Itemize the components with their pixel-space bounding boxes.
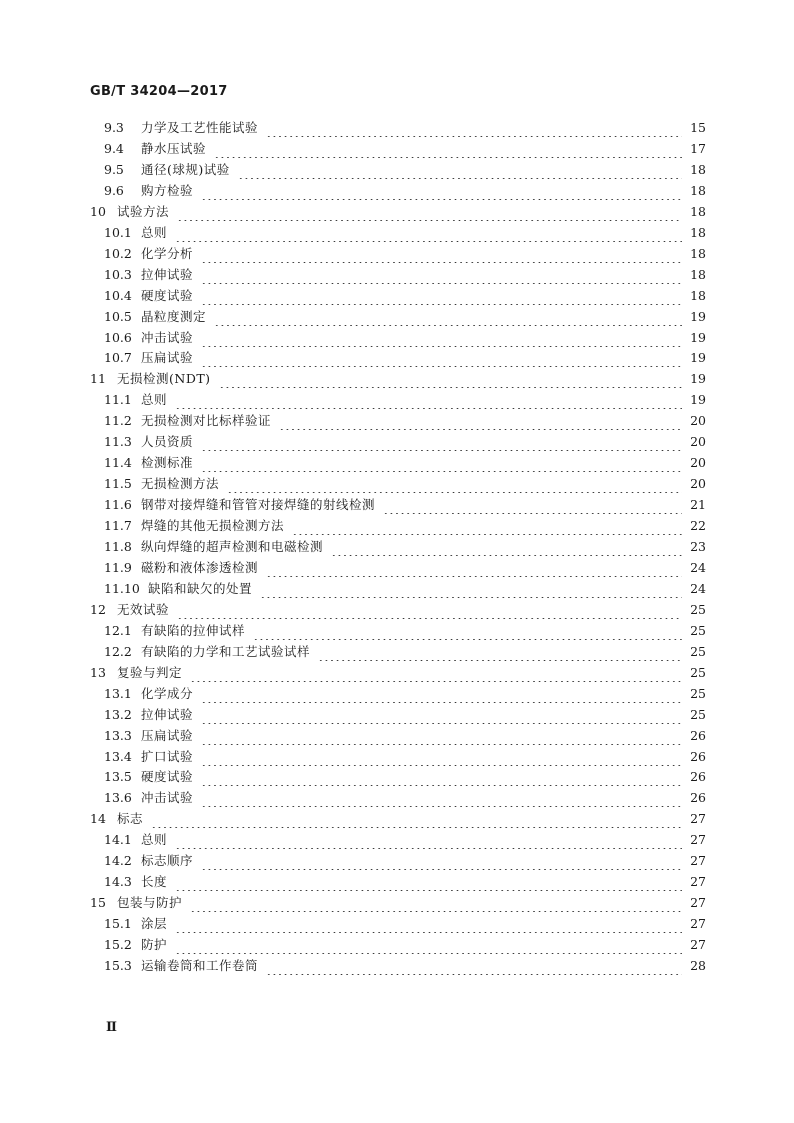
toc-entry-number: 13.6 (104, 790, 132, 806)
toc-entry-number: 12.2 (104, 643, 132, 659)
toc-entry-page: 25 (690, 706, 706, 722)
toc-entry-title: 有缺陷的拉伸试样 (141, 622, 246, 638)
toc-entry-title: 人员资质 (141, 434, 194, 450)
toc-entry-page: 26 (690, 727, 706, 743)
toc-entry-page: 23 (690, 539, 706, 554)
toc-entry-number: 11.3 (104, 434, 132, 450)
toc-entry-title: 拉伸试验 (141, 266, 194, 282)
toc-entry-line (141, 538, 706, 556)
toc-entry-title: 试验方法 (117, 203, 170, 219)
toc-section-entry[interactable] (0, 706, 794, 724)
toc-entry-page: 19 (690, 371, 706, 387)
toc-entry-title: 力学及工艺性能试验 (141, 120, 259, 135)
toc-entry-line (117, 894, 706, 912)
toc-entry-line (141, 643, 706, 661)
toc-section-entry[interactable] (0, 266, 794, 284)
toc-entry-number: 10.6 (104, 329, 132, 345)
toc-chapter-entry[interactable] (0, 601, 794, 619)
toc-entry-number: 9.4 (104, 140, 124, 156)
toc-chapter-entry[interactable] (0, 810, 794, 828)
document-code: GB/T 34204—2017 (90, 84, 228, 99)
toc-entry-title: 冲击试验 (141, 329, 194, 345)
toc-entry-page: 20 (690, 455, 706, 471)
toc-entry-page: 18 (690, 287, 706, 303)
toc-section-entry[interactable] (0, 915, 794, 933)
toc-entry-line (141, 496, 706, 514)
toc-entry-line (141, 266, 706, 284)
toc-entry-page: 24 (690, 580, 706, 596)
toc-dot-leader (383, 496, 682, 514)
toc-dot-leader (151, 810, 682, 828)
toc-entry-number: 13 (90, 664, 106, 680)
toc-entry-page: 27 (690, 811, 706, 827)
toc-entry-number: 11.10 (104, 580, 140, 596)
toc-entry-number: 9.5 (104, 161, 124, 177)
toc-entry-page: 21 (690, 497, 706, 513)
toc-section-entry[interactable] (0, 538, 794, 556)
toc-section-entry[interactable] (0, 161, 794, 179)
toc-entry-line (141, 748, 706, 766)
toc-entry-line (141, 308, 706, 326)
toc-entry-number: 11.1 (104, 392, 132, 408)
toc-entry-page: 18 (690, 266, 706, 282)
toc-dot-leader (201, 349, 682, 367)
toc-entry-number: 14 (90, 811, 106, 827)
toc-entry-number: 13.4 (104, 748, 132, 764)
toc-entry-number: 11.5 (104, 476, 132, 492)
toc-entry-page: 28 (690, 958, 706, 973)
toc-entry-page: 24 (690, 560, 706, 575)
toc-entry-page: 19 (690, 350, 706, 366)
toc-dot-leader (201, 706, 682, 724)
toc-section-entry[interactable] (0, 727, 794, 745)
toc-entry-title: 复验与判定 (117, 664, 183, 680)
toc-section-entry[interactable] (0, 873, 794, 891)
toc-entry-number: 10.4 (104, 287, 132, 303)
toc-dot-leader (214, 140, 682, 158)
toc-entry-line (141, 685, 706, 703)
toc-dot-leader (201, 266, 682, 284)
toc-entry-title: 纵向焊缝的超声检测和电磁检测 (141, 539, 324, 554)
toc-entry-line (141, 936, 706, 954)
toc-entry-number: 14.3 (104, 874, 132, 890)
toc-entry-title: 无效试验 (117, 601, 170, 617)
toc-entry-title: 通径(球规)试验 (141, 161, 230, 177)
toc-dot-leader (201, 245, 682, 263)
toc-section-entry[interactable] (0, 140, 794, 158)
toc-dot-leader (292, 517, 682, 535)
toc-entry-line (141, 873, 706, 891)
toc-entry-number: 11 (90, 371, 106, 387)
toc-entry-page: 20 (690, 413, 706, 429)
toc-entry-page: 18 (690, 224, 706, 240)
toc-dot-leader (253, 622, 682, 640)
toc-entry-title: 无损检测对比标样验证 (141, 413, 272, 429)
toc-entry-line (141, 768, 706, 786)
toc-entry-number: 10.1 (104, 224, 132, 240)
toc-dot-leader (201, 182, 682, 200)
toc-entry-page: 19 (690, 308, 706, 324)
toc-chapter-entry[interactable] (0, 370, 794, 388)
toc-section-entry[interactable] (0, 224, 794, 242)
toc-entry-line (148, 580, 706, 598)
toc-section-entry[interactable] (0, 412, 794, 430)
toc-entry-title: 有缺陷的力学和工艺试验试样 (141, 643, 311, 659)
toc-dot-leader (175, 915, 682, 933)
toc-entry-title: 焊缝的其他无损检测方法 (141, 518, 285, 533)
toc-entry-number: 9.3 (104, 120, 124, 135)
toc-entry-number: 14.1 (104, 832, 132, 848)
toc-entry-line (141, 789, 706, 807)
toc-entry-line (141, 727, 706, 745)
toc-dot-leader (175, 831, 682, 849)
toc-entry-page: 15 (690, 120, 706, 135)
toc-entry-line (117, 203, 706, 221)
toc-section-entry[interactable] (0, 852, 794, 870)
toc-entry-number: 10.2 (104, 245, 132, 261)
toc-entry-page: 27 (690, 937, 706, 952)
toc-entry-line (141, 329, 706, 347)
toc-entry-title: 无损检测(NDT) (117, 371, 211, 387)
toc-dot-leader (175, 873, 682, 891)
toc-entry-line (141, 391, 706, 409)
toc-section-entry[interactable] (0, 329, 794, 347)
toc-entry-title: 总则 (141, 832, 168, 848)
toc-entry-title: 化学成分 (141, 685, 194, 701)
toc-entry-number: 13.2 (104, 706, 132, 722)
toc-entry-number: 11.2 (104, 413, 132, 429)
toc-section-entry[interactable] (0, 685, 794, 703)
toc-entry-line (141, 706, 706, 724)
toc-entry-line (141, 182, 706, 200)
toc-entry-number: 9.6 (104, 182, 124, 198)
toc-entry-line (141, 349, 706, 367)
toc-dot-leader (219, 370, 682, 388)
toc-entry-title: 磁粉和液体渗透检测 (141, 560, 259, 575)
toc-entry-page: 27 (690, 895, 706, 911)
toc-dot-leader (279, 412, 682, 430)
toc-dot-leader (201, 433, 682, 451)
toc-entry-page: 19 (690, 392, 706, 408)
toc-dot-leader (227, 475, 682, 493)
toc-entry-line (117, 810, 706, 828)
toc-section-entry[interactable] (0, 433, 794, 451)
toc-entry-title: 晶粒度测定 (141, 308, 207, 324)
toc-section-entry[interactable] (0, 308, 794, 326)
toc-entry-line (141, 224, 706, 242)
toc-section-entry[interactable] (0, 454, 794, 472)
toc-entry-line (141, 852, 706, 870)
toc-dot-leader (175, 224, 682, 242)
toc-dot-leader (266, 119, 682, 137)
toc-dot-leader (238, 161, 682, 179)
toc-entry-title: 扩口试验 (141, 748, 194, 764)
toc-entry-page: 20 (690, 476, 706, 492)
toc-entry-title: 拉伸试验 (141, 706, 194, 722)
toc-entry-number: 10.7 (104, 350, 132, 366)
toc-entry-number: 11.8 (104, 539, 132, 554)
toc-entry-title: 冲击试验 (141, 790, 194, 806)
toc-section-entry[interactable] (0, 622, 794, 640)
toc-entry-page: 25 (690, 643, 706, 659)
toc-entry-page: 27 (690, 832, 706, 848)
toc-dot-leader (175, 936, 682, 954)
toc-dot-leader (201, 454, 682, 472)
toc-entry-number: 10 (90, 203, 106, 219)
toc-dot-leader (201, 768, 682, 786)
toc-entry-number: 15.2 (104, 937, 132, 952)
toc-section-entry[interactable] (0, 287, 794, 305)
toc-entry-page: 20 (690, 434, 706, 450)
toc-entry-number: 11.7 (104, 518, 132, 533)
toc-section-entry[interactable] (0, 517, 794, 535)
toc-entry-number: 10.5 (104, 308, 132, 324)
toc-dot-leader (201, 748, 682, 766)
toc-section-entry[interactable] (0, 748, 794, 766)
toc-entry-title: 钢带对接焊缝和管管对接焊缝的射线检测 (141, 497, 376, 513)
toc-entry-line (117, 370, 706, 388)
toc-entry-line (141, 454, 706, 472)
toc-entry-title: 涂层 (141, 916, 168, 932)
toc-chapter-entry[interactable] (0, 894, 794, 912)
toc-entry-number: 13.3 (104, 727, 132, 743)
toc-entry-page: 25 (690, 664, 706, 680)
toc-entry-page: 18 (690, 203, 706, 219)
toc-dot-leader (201, 852, 682, 870)
toc-dot-leader (201, 789, 682, 807)
toc-entry-line (141, 915, 706, 933)
toc-entry-title: 运输卷筒和工作卷筒 (141, 958, 259, 973)
toc-entry-number: 12.1 (104, 622, 132, 638)
toc-dot-leader (266, 957, 682, 975)
toc-section-entry[interactable] (0, 182, 794, 200)
toc-section-entry[interactable] (0, 768, 794, 786)
toc-entry-title: 静水压试验 (141, 140, 207, 156)
toc-entry-page: 25 (690, 622, 706, 638)
toc-entry-number: 15 (90, 895, 106, 911)
toc-entry-line (141, 831, 706, 849)
toc-entry-title: 长度 (141, 874, 168, 890)
toc-entry-page: 18 (690, 161, 706, 177)
toc-section-entry[interactable] (0, 643, 794, 661)
toc-section-entry[interactable] (0, 496, 794, 514)
toc-entry-line (141, 559, 706, 577)
toc-section-entry[interactable] (0, 957, 794, 975)
toc-entry-line (141, 140, 706, 158)
toc-section-entry[interactable] (0, 936, 794, 954)
toc-entry-title: 硬度试验 (141, 287, 194, 303)
toc-dot-leader (177, 601, 682, 619)
toc-entry-page: 18 (690, 182, 706, 198)
toc-section-entry[interactable] (0, 119, 794, 137)
toc-entry-title: 化学分析 (141, 245, 194, 261)
toc-entry-title: 无损检测方法 (141, 476, 220, 492)
toc-entry-line (141, 517, 706, 535)
toc-entry-number: 11.6 (104, 497, 132, 513)
toc-section-entry[interactable] (0, 580, 794, 598)
toc-entry-title: 压扁试验 (141, 727, 194, 743)
toc-dot-leader (266, 559, 682, 577)
toc-entry-title: 包装与防护 (117, 895, 183, 911)
toc-entry-title: 购方检验 (141, 182, 194, 198)
toc-dot-leader (201, 727, 682, 745)
toc-dot-leader (201, 329, 682, 347)
toc-dot-leader (318, 643, 682, 661)
toc-entry-title: 标志顺序 (141, 853, 194, 869)
toc-dot-leader (214, 308, 682, 326)
toc-section-entry[interactable] (0, 831, 794, 849)
toc-entry-page: 22 (690, 518, 706, 533)
toc-entry-line (141, 957, 706, 975)
page-number-footer: Ⅱ (106, 1020, 117, 1035)
toc-entry-title: 压扁试验 (141, 350, 194, 366)
toc-entry-title: 总则 (141, 392, 168, 408)
toc-dot-leader (190, 894, 682, 912)
toc-entry-line (117, 601, 706, 619)
toc-entry-title: 总则 (141, 224, 168, 240)
toc-entry-number: 14.2 (104, 853, 132, 869)
toc-entry-title: 检测标准 (141, 455, 194, 471)
toc-entry-number: 10.3 (104, 266, 132, 282)
toc-entry-line (117, 664, 706, 682)
toc-dot-leader (177, 203, 682, 221)
toc-entry-page: 26 (690, 748, 706, 764)
toc-entry-line (141, 119, 706, 137)
toc-entry-page: 27 (690, 874, 706, 890)
toc-entry-line (141, 245, 706, 263)
toc-entry-page: 27 (690, 916, 706, 932)
toc-section-entry[interactable] (0, 349, 794, 367)
toc-chapter-entry[interactable] (0, 664, 794, 682)
toc-section-entry[interactable] (0, 559, 794, 577)
toc-entry-title: 缺陷和缺欠的处置 (148, 580, 253, 596)
toc-entry-page: 25 (690, 685, 706, 701)
toc-entry-page: 25 (690, 601, 706, 617)
toc-dot-leader (190, 664, 682, 682)
toc-dot-leader (331, 538, 682, 556)
toc-section-entry[interactable] (0, 475, 794, 493)
toc-entry-number: 15.3 (104, 958, 132, 973)
toc-entry-line (141, 622, 706, 640)
toc-entry-page: 27 (690, 853, 706, 869)
toc-entry-page: 17 (690, 140, 706, 156)
toc-entry-line (141, 287, 706, 305)
toc-entry-number: 15.1 (104, 916, 132, 932)
toc-section-entry[interactable] (0, 789, 794, 807)
toc-entry-number: 13.1 (104, 685, 132, 701)
toc-entry-title: 标志 (117, 811, 144, 827)
toc-entry-page: 26 (690, 769, 706, 785)
toc-entry-number: 11.9 (104, 560, 132, 575)
toc-chapter-entry[interactable] (0, 203, 794, 221)
toc-dot-leader (260, 580, 682, 598)
toc-entry-title: 防护 (141, 937, 168, 952)
toc-entry-line (141, 412, 706, 430)
toc-entry-title: 硬度试验 (141, 769, 194, 785)
toc-dot-leader (175, 391, 682, 409)
toc-entry-number: 11.4 (104, 455, 132, 471)
toc-entry-number: 12 (90, 601, 106, 617)
toc-entry-page: 26 (690, 790, 706, 806)
toc-section-entry[interactable] (0, 391, 794, 409)
toc-entry-page: 19 (690, 329, 706, 345)
toc-entry-number: 13.5 (104, 769, 132, 785)
toc-dot-leader (201, 287, 682, 305)
toc-dot-leader (201, 685, 682, 703)
toc-entry-page: 18 (690, 245, 706, 261)
toc-section-entry[interactable] (0, 245, 794, 263)
toc-entry-line (141, 433, 706, 451)
toc-entry-line (141, 475, 706, 493)
toc-entry-line (141, 161, 706, 179)
